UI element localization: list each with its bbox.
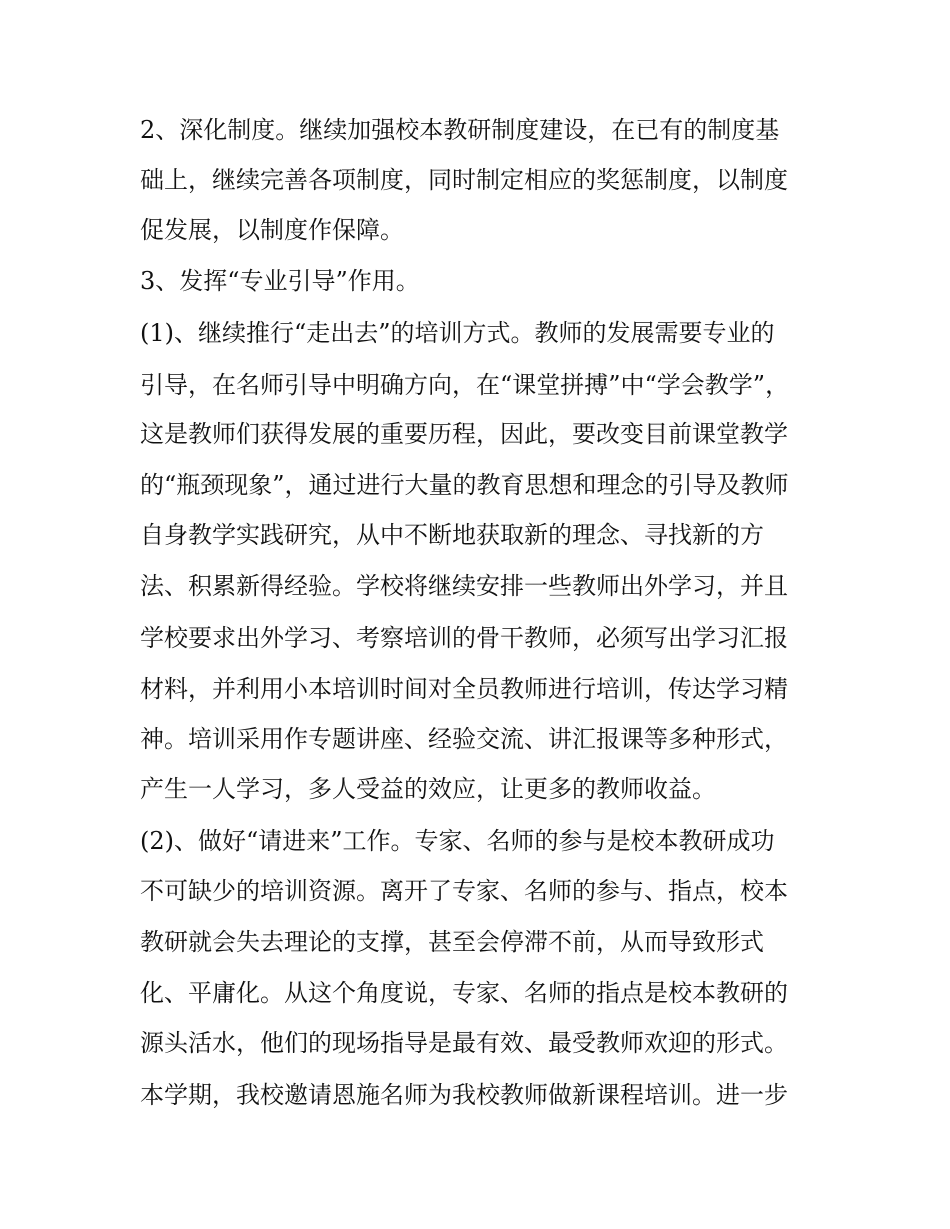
text-line: 3、发挥“专业引导”作用。 <box>140 267 420 295</box>
text-line: (1)、继续推行“走出去”的培训方式。教师的发展需要专业的 <box>140 319 775 347</box>
text-line: 本学期，我校邀请恩施名师为我校教师做新课程培训。进一步 <box>140 1081 788 1109</box>
text-line: (2)、做好“请进来”工作。专家、名师的参与是校本教研成功 <box>140 827 775 855</box>
text-line: 的“瓶颈现象”，通过进行大量的教育思想和理念的引导及教师 <box>140 471 789 499</box>
text-line: 学校要求出外学习、考察培训的骨干教师，必须写出学习汇报 <box>140 624 788 652</box>
text-line: 自身教学实践研究，从中不断地获取新的理念、寻找新的方 <box>140 521 764 549</box>
text-line: 教研就会失去理论的支撑，甚至会停滞不前，从而导致形式 <box>140 928 764 956</box>
text-line: 源头活水，他们的现场指导是最有效、最受教师欢迎的形式。 <box>140 1029 788 1057</box>
text-line: 促发展，以制度作保障。 <box>140 216 404 244</box>
text-line: 材料，并利用小本培训时间对全员教师进行培训，传达学习精 <box>140 675 788 703</box>
text-line: 引导，在名师引导中明确方向，在“课堂拼搏”中“学会教学”， <box>140 371 790 399</box>
text-line: 化、平庸化。从这个角度说，专家、名师的指点是校本教研的 <box>140 979 788 1007</box>
text-line: 神。培训采用作专题讲座、经验交流、讲汇报课等多种形式， <box>140 725 788 753</box>
text-line: 法、积累新得经验。学校将继续安排一些教师出外学习，并且 <box>140 572 788 600</box>
text-line: 这是教师们获得发展的重要历程，因此，要改变目前课堂教学 <box>140 420 788 448</box>
text-line: 不可缺少的培训资源。离开了专家、名师的参与、指点，校本 <box>140 877 788 905</box>
text-line: 础上，继续完善各项制度，同时制定相应的奖惩制度，以制度 <box>140 166 788 194</box>
text-line: 产生一人学习，多人受益的效应，让更多的教师收益。 <box>140 775 716 803</box>
text-line: 2、深化制度。继续加强校本教研制度建设，在已有的制度基 <box>140 116 780 144</box>
